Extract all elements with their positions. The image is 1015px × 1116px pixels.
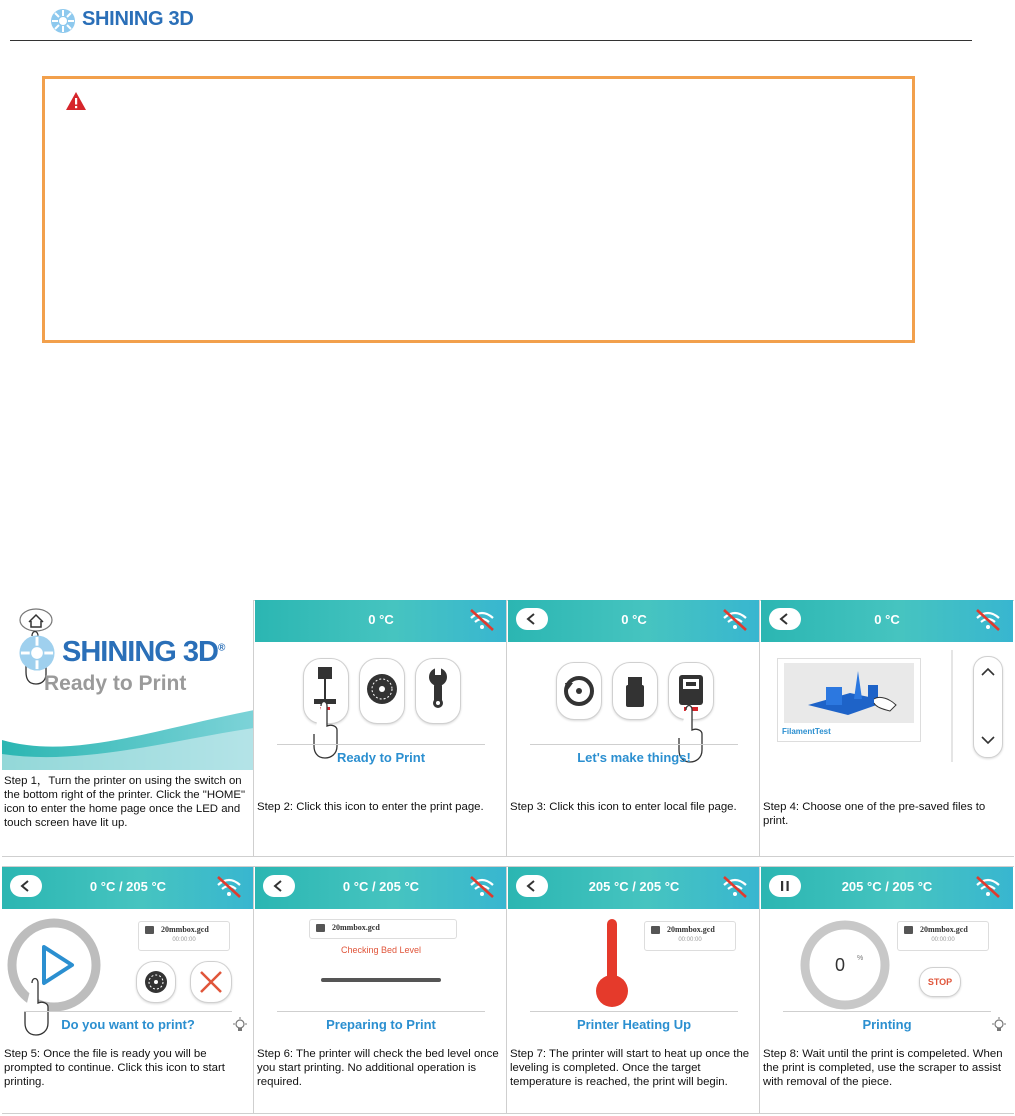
no-wifi-icon [467, 608, 497, 632]
history-icon [557, 663, 601, 719]
screen-divider [277, 744, 485, 745]
step-7-cell [508, 867, 760, 1113]
brand-name: SHINING 3D [82, 8, 194, 30]
wrench-icon [416, 659, 460, 723]
file-cube-icon [904, 926, 913, 934]
status-bar [508, 867, 760, 909]
screen-divider [530, 744, 738, 745]
file-info [644, 921, 736, 951]
status-bar [2, 867, 254, 909]
step-4-caption: Step 4: Choose one of the pre-saved files to print. [763, 801, 986, 827]
step-5-screen [2, 867, 254, 1037]
step-6-caption: Step 6: The printer will check the bed level once you start printing. No additional operation is required. [257, 1048, 499, 1088]
no-wifi-icon [973, 608, 1003, 632]
step-2-screen [255, 600, 507, 770]
usb-icon [613, 663, 657, 719]
screen-divider [277, 1011, 485, 1012]
status-bar [508, 600, 760, 642]
step-3-caption: Step 3: Click this icon to enter local file page. [510, 801, 737, 813]
chevron-down-icon[interactable] [980, 735, 996, 745]
shining3d-logo-icon [50, 8, 76, 34]
no-wifi-icon [214, 875, 244, 899]
thermometer-icon [592, 915, 632, 1011]
model-preview-icon [778, 659, 920, 729]
progress-value: 0 [835, 955, 846, 975]
file-cube-icon [145, 926, 154, 934]
stop-button[interactable]: STOP [919, 967, 961, 997]
screen-label: Printer Heating Up [576, 1017, 692, 1032]
no-wifi-icon [720, 875, 750, 899]
screen-label: Preparing to Print [326, 1017, 436, 1032]
step-3-cell [508, 600, 760, 856]
file-cube-icon [651, 926, 660, 934]
status-bar [761, 600, 1013, 642]
step-5-cell [2, 867, 254, 1113]
spool-icon [137, 962, 175, 1002]
welcome-ready-text: Ready to Print [44, 672, 187, 695]
filament-button[interactable] [359, 658, 405, 724]
warning-box [42, 76, 915, 343]
spool-icon [360, 659, 404, 723]
step-7-screen [508, 867, 760, 1037]
step-6-screen [255, 867, 507, 1037]
file-cube-icon [316, 924, 325, 932]
step-4-cell [761, 600, 1013, 856]
temperature-readout: 0 °C [368, 612, 394, 627]
shining3d-logo-icon [18, 634, 56, 672]
filament-button[interactable] [136, 961, 176, 1003]
step-1-caption: Step 1，Turn the printer on using the switch on the bottom right of the printer. Click the "HOME" icon to enter the home page once the LED and touch screen have lit up. [4, 775, 246, 829]
file-time: 00:00:00 [931, 937, 955, 943]
warning-icon [65, 91, 87, 111]
no-wifi-icon [720, 608, 750, 632]
file-info [138, 921, 230, 951]
step-6-cell [255, 867, 507, 1113]
usb-button[interactable] [612, 662, 658, 720]
step-5-caption: Step 5: Once the file is ready you will be prompted to continue. Click this icon to start printing. [4, 1048, 225, 1088]
screen-label: Printing [862, 1017, 912, 1032]
step-4-screen [761, 600, 1013, 770]
file-info [309, 919, 457, 939]
temperature-readout: 0 °C / 205 °C [342, 879, 420, 894]
print-bed-icon [321, 975, 441, 985]
status-bar [761, 867, 1013, 909]
tools-button[interactable] [415, 658, 461, 724]
step-2-caption: Step 2: Click this icon to enter the print page. [257, 801, 484, 813]
file-card[interactable] [777, 658, 921, 742]
bed-level-status: Checking Bed Level [340, 945, 422, 955]
scroll-buttons [973, 656, 1003, 758]
step-1-cell [2, 600, 254, 856]
progress-unit: % [857, 955, 864, 962]
light-bulb-icon[interactable] [232, 1017, 248, 1033]
chevron-up-icon[interactable] [980, 667, 996, 677]
cancel-button[interactable] [190, 961, 232, 1003]
step-7-caption: Step 7: The printer will start to heat up once the leveling is completed. Once the target temperature is reached, the print will begin. [510, 1048, 750, 1088]
history-button[interactable] [556, 662, 602, 720]
status-bar [255, 867, 507, 909]
welcome-brand: SHINING 3D® [62, 636, 225, 668]
screen-divider [530, 1011, 738, 1012]
status-bar [255, 600, 507, 642]
no-wifi-icon [973, 875, 1003, 899]
file-time: 00:00:00 [678, 937, 702, 943]
temperature-readout: 0 °C / 205 °C [89, 879, 167, 894]
step-8-caption: Step 8: Wait until the print is compeleted. When the print is completed, use the scraper to assist with removal of the piece. [763, 1048, 1003, 1088]
scrollbar[interactable] [951, 650, 953, 762]
step-1-screen [2, 600, 254, 770]
file-name: 20mmbox.gcd [161, 925, 209, 934]
file-name: 20mmbox.gcd [667, 925, 715, 934]
screen-label: Let's make things! [577, 750, 691, 765]
steps-grid [2, 600, 1014, 1114]
step-2-cell [255, 600, 507, 856]
step-8-cell [761, 867, 1013, 1113]
temperature-readout: 205 °C / 205 °C [588, 879, 680, 894]
screen-label: Ready to Print [336, 750, 426, 765]
file-time: 00:00:00 [172, 937, 196, 943]
screen-divider [24, 1011, 232, 1012]
screen-label: Do you want to print? [61, 1017, 195, 1032]
grid-bottom-rule [2, 1113, 1014, 1114]
no-wifi-icon [467, 875, 497, 899]
header-divider [10, 40, 972, 41]
grid-row-divider [2, 856, 1014, 857]
step-8-screen [761, 867, 1013, 1037]
file-label: FilamentTest [782, 727, 831, 736]
file-info [897, 921, 989, 951]
step-3-screen [508, 600, 760, 770]
temperature-readout: 0 °C [874, 612, 900, 627]
welcome-wave [2, 710, 254, 770]
temperature-readout: 0 °C [621, 612, 647, 627]
close-icon [191, 962, 231, 1002]
temperature-readout: 205 °C / 205 °C [841, 879, 933, 894]
light-bulb-icon[interactable] [991, 1017, 1007, 1033]
screen-divider [783, 1011, 991, 1012]
file-name: 20mmbox.gcd [920, 925, 968, 934]
file-name: 20mmbox.gcd [332, 923, 380, 932]
